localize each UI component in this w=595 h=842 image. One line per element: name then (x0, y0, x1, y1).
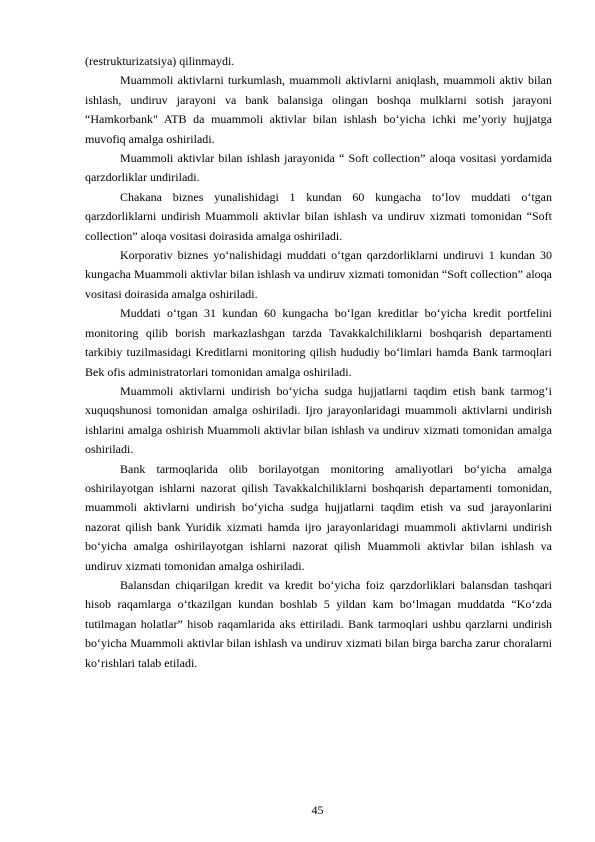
paragraph-monitoring-31-60: Muddati o‘tgan 31 kundan 60 kungacha bo‘lgan kreditlar bo‘yicha kredit portfelini monitoring qilib borish markazlashgan tarzda Tavakkalchiliklarni boshqarish departamenti tarkibiy tuzilmasidagi Kreditlarni monitoring qilish hududiy bo‘limlari hamda Bank tarmoqlari Bek ofis administratorlari tomonidan amalga oshiriladi. (85, 306, 552, 379)
paragraph-control-of-work: Bank tarmoqlarida olib borilayotgan monitoring amaliyotlari bo‘yicha amalga oshirilayotgan ishlarni nazorat qilish Tavakkalchiliklarni boshqarish departamenti tomonidan, muammoli aktivlarni undirish bo‘yicha sudga hujjatlarni taqdim etish va sud jarayonlarini nazorat qilish bank Yuridik xizmati hamda ijro jarayonlaridagi muammoli aktivlarni undirish bo‘yicha amalga oshirilayotgan ishlarni nazorat qilish Muammoli aktivlar bilan ishlash va undiruv xizmati tomonidan amalga oshiriladi. (85, 461, 552, 573)
paragraph-continuation: (restrukturizatsiya) qilinmaydi. (85, 54, 235, 68)
paragraph-corporate-business: Korporativ biznes yo‘nalishidagi muddati o‘tgan qarzdorliklarni undiruvi 1 kundan 30 kungacha Muammoli aktivlar bilan ishlash va undiruv xizmati tomonidan “Soft collection” aloqa vositasi doirasida amalga oshiriladi. (85, 248, 552, 301)
paragraph-retail-business: Chakana biznes yunalishidagi 1 kundan 60 kungacha to‘lov muddati o‘tgan qarzdorliklarni undirish Muammoli aktivlar bilan ishlash va undiruv xizmati tomonidan “Soft collection” aloqa vositasi doirasida amalga oshiriladi. (85, 189, 552, 243)
paragraph-problem-assets-procedure: Muammoli aktivlarni turkumlash, muammoli aktivlarni aniqlash, muammoli aktiv bilan ishlash, undiruv jarayoni va bank balansiga olingan boshqa mulklarni sotish jarayoni “Hamkorbank" ATB da muammoli aktivlar bilan ishlash bo‘yicha ichki meʼyoriy hujjatga muvofiq amalga oshiriladi. (85, 73, 552, 146)
paragraph-off-balance: Balansdan chiqarilgan kredit va kredit bo‘yicha foiz qarzdorliklari balansdan tashqari hisob raqamlarga o‘tkazilgan kundan boshlab 5 yildan kam bo‘lmagan muddatda “Ko‘zda tutilmagan holatlar” hisob raqamlarida aks ettiriladi. Bank tarmoqlari ushbu qarzlarni undirish bo‘yicha Muammoli aktivlar bilan ishlash va undiruv xizmati bilan birga barcha zarur choralarni ko‘rishlari talab etiladi. (85, 577, 552, 670)
body-text (85, 52, 552, 673)
paragraph-court-documents: Muammoli aktivlarni undirish bo‘yicha sudga hujjatlarni taqdim etish bank tarmog‘i xuquqshunosi tomonidan amalga oshiriladi. Ijro jarayonlaridagi muammoli aktivlarni undirish ishlarini amalga oshirish Muammoli aktivlar bilan ishlash va undiruv xizmati tomonidan amalga oshiriladi. (85, 383, 552, 457)
page-number: 45 (311, 803, 324, 817)
paragraph-soft-collection: Muammoli aktivlar bilan ishlash jarayonida “ Soft collection” aloqa vositasi yordamida qarzdorliklar undiriladi. (85, 151, 552, 185)
